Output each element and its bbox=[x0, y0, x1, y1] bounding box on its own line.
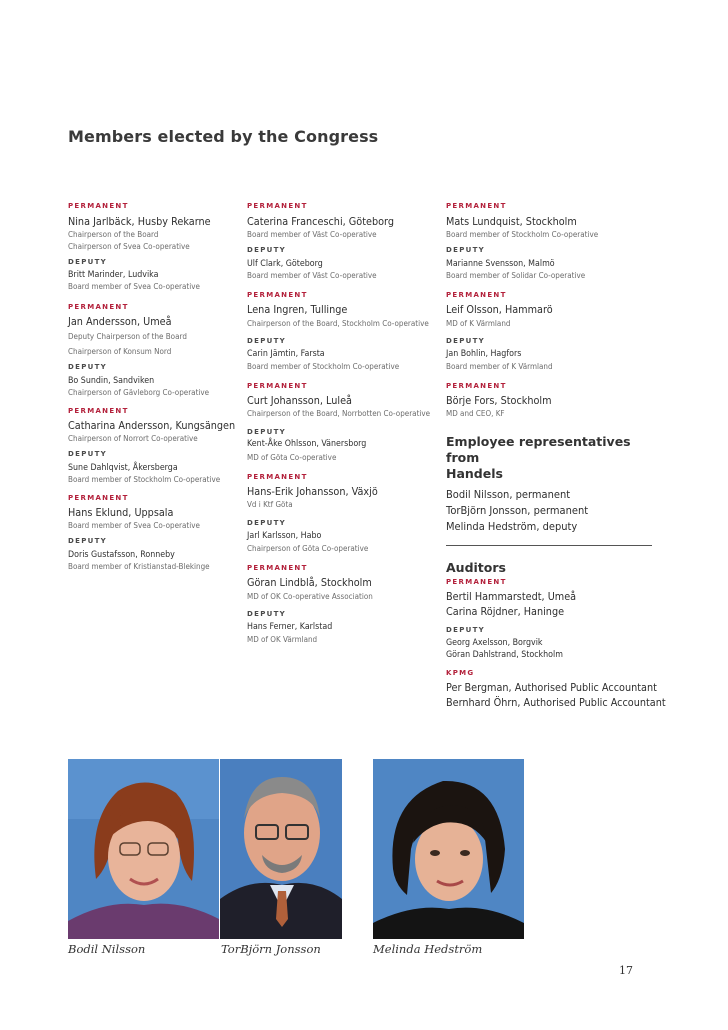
member-role: Board member of Stockholm Co-operative bbox=[446, 230, 599, 239]
permanent-label: PERMANENT bbox=[247, 202, 308, 210]
member-name: Jan Andersson, Umeå bbox=[68, 315, 172, 328]
member-name: Göran Lindblå, Stockholm bbox=[247, 576, 372, 589]
deputy-entry bbox=[68, 362, 228, 399]
portrait-photo bbox=[220, 759, 342, 939]
deputy-name: Jarl Karlsson, Habo bbox=[247, 531, 322, 541]
deputy-name: Carin Jämtin, Farsta bbox=[247, 349, 325, 359]
deputy-label: DEPUTY bbox=[247, 519, 287, 527]
deputy-name: Jan Bohlin, Hagfors bbox=[446, 349, 522, 359]
deputy-entry bbox=[68, 449, 228, 486]
permanent-label: PERMANENT bbox=[247, 564, 308, 572]
deputy-auditor-name: Georg Axelsson, Borgvik bbox=[446, 638, 543, 648]
member-role: Board member of Svea Co-operative bbox=[68, 521, 200, 530]
member-role: Chairperson of Svea Co-operative bbox=[68, 242, 190, 251]
employee-rep: Bodil Nilsson, permanent bbox=[446, 488, 571, 501]
deputy-entry bbox=[446, 336, 658, 373]
member-name: Hans Eklund, Uppsala bbox=[68, 506, 174, 519]
member-entry bbox=[68, 302, 228, 358]
deputy-role: Board member of Svea Co-operative bbox=[68, 282, 200, 291]
member-entry bbox=[247, 472, 432, 511]
member-role: MD of K Värmland bbox=[446, 319, 511, 328]
deputy-role: MD of Göta Co-operative bbox=[247, 453, 337, 462]
member-name: Nina Jarlbäck, Husby Rekarne bbox=[68, 215, 211, 228]
deputy-name: Doris Gustafsson, Ronneby bbox=[68, 550, 175, 560]
member-entry bbox=[247, 563, 432, 603]
deputy-role: Board member of K Värmland bbox=[446, 362, 553, 371]
deputy-role: Board member of Väst Co-operative bbox=[247, 271, 377, 280]
page-title: Members elected by the Congress bbox=[68, 127, 379, 146]
permanent-label: PERMANENT bbox=[446, 291, 507, 299]
member-role: Chairperson of the Board bbox=[68, 230, 159, 239]
member-entry bbox=[446, 290, 658, 330]
member-role: Vd i Ktf Göta bbox=[247, 500, 293, 509]
deputy-role: MD of OK Värmland bbox=[247, 635, 318, 644]
member-entry bbox=[68, 406, 236, 445]
deputy-name: Bo Sundin, Sandviken bbox=[68, 376, 155, 386]
deputy-entry bbox=[247, 245, 432, 282]
portrait-photo bbox=[68, 759, 219, 939]
page-number: 17 bbox=[619, 964, 633, 977]
deputy-label: DEPUTY bbox=[446, 337, 486, 345]
member-name: Curt Johansson, Luleå bbox=[247, 394, 352, 407]
permanent-label: PERMANENT bbox=[68, 303, 129, 311]
deputy-label: DEPUTY bbox=[446, 246, 486, 254]
employee-representatives-section bbox=[446, 434, 658, 535]
permanent-label: PERMANENT bbox=[446, 202, 507, 210]
member-role: Deputy Chairperson of the Board bbox=[68, 332, 187, 341]
section-heading: Handels bbox=[446, 466, 503, 481]
deputy-entry bbox=[446, 245, 658, 282]
member-name: Börje Fors, Stockholm bbox=[446, 394, 552, 407]
member-role: Board member of Väst Co-operative bbox=[247, 230, 377, 239]
member-name: Mats Lundquist, Stockholm bbox=[446, 215, 577, 228]
member-role: MD and CEO, KF bbox=[446, 409, 505, 418]
deputy-role: Chairperson of Göta Co-operative bbox=[247, 544, 369, 553]
deputy-name: Marianne Svensson, Malmö bbox=[446, 259, 555, 269]
deputy-entry bbox=[247, 609, 432, 646]
deputy-label: DEPUTY bbox=[247, 428, 287, 436]
member-name: Caterina Franceschi, Göteborg bbox=[247, 215, 394, 228]
deputy-label: DEPUTY bbox=[68, 258, 108, 266]
member-role: MD of OK Co-operative Association bbox=[247, 592, 373, 601]
deputy-auditor-name: Göran Dahlstrand, Stockholm bbox=[446, 650, 563, 660]
deputy-role: Board member of Kristianstad-Blekinge bbox=[68, 562, 210, 571]
members-column-1 bbox=[68, 201, 236, 573]
deputy-label: DEPUTY bbox=[68, 450, 108, 458]
members-column-3 bbox=[446, 201, 666, 710]
deputy-entry bbox=[247, 427, 432, 464]
kpmg-label: KPMG bbox=[446, 669, 475, 677]
member-entry bbox=[247, 290, 432, 330]
permanent-label: PERMANENT bbox=[68, 407, 129, 415]
member-name: Lena Ingren, Tullinge bbox=[247, 303, 348, 316]
member-entry bbox=[247, 201, 432, 241]
auditor-name: Bertil Hammarstedt, Umeå bbox=[446, 590, 577, 603]
deputy-name: Britt Marinder, Ludvika bbox=[68, 270, 159, 280]
permanent-label: PERMANENT bbox=[68, 202, 129, 210]
member-role: Chairperson of Norrort Co-operative bbox=[68, 434, 198, 443]
member-role: Chairperson of the Board, Stockholm Co-operative bbox=[247, 319, 429, 328]
permanent-label: PERMANENT bbox=[247, 473, 308, 481]
deputy-label: DEPUTY bbox=[68, 363, 108, 371]
deputy-entry bbox=[247, 518, 432, 555]
deputy-label: DEPUTY bbox=[446, 626, 486, 634]
deputy-role: Board member of Stockholm Co-operative bbox=[247, 362, 400, 371]
photo-caption: TorBjörn Jonsson bbox=[221, 942, 321, 956]
deputy-label: DEPUTY bbox=[247, 337, 287, 345]
permanent-label: PERMANENT bbox=[68, 494, 129, 502]
member-name: Hans-Erik Johansson, Växjö bbox=[247, 485, 378, 498]
section-divider bbox=[446, 545, 652, 546]
deputy-name: Sune Dahlqvist, Åkersberga bbox=[68, 463, 178, 473]
deputy-entry bbox=[247, 336, 432, 373]
deputy-entry bbox=[68, 257, 228, 293]
member-name: Leif Olsson, Hammarö bbox=[446, 303, 553, 316]
member-entry bbox=[446, 201, 658, 241]
section-heading: Employee representatives from bbox=[446, 434, 631, 465]
deputy-role: Board member of Solidar Co-operative bbox=[446, 271, 586, 280]
employee-rep: Melinda Hedström, deputy bbox=[446, 520, 578, 533]
member-entry bbox=[247, 381, 432, 420]
kpmg-auditor: Bernhard Öhrn, Authorised Public Accountant bbox=[446, 696, 666, 709]
employee-rep: TorBjörn Jonsson, permanent bbox=[446, 504, 589, 517]
permanent-label: PERMANENT bbox=[247, 291, 308, 299]
deputy-entry bbox=[68, 536, 228, 573]
deputy-label: DEPUTY bbox=[247, 610, 287, 618]
auditor-name: Carina Röjdner, Haninge bbox=[446, 605, 565, 618]
deputy-label: DEPUTY bbox=[68, 537, 108, 545]
kpmg-auditor: Per Bergman, Authorised Public Accountant bbox=[446, 681, 657, 694]
section-heading: Auditors bbox=[446, 560, 506, 575]
auditors-section bbox=[446, 560, 666, 710]
deputy-name: Kent-Åke Ohlsson, Vänersborg bbox=[247, 439, 367, 449]
photo-caption: Melinda Hedström bbox=[373, 942, 483, 956]
deputy-name: Ulf Clark, Göteborg bbox=[247, 259, 323, 269]
permanent-label: PERMANENT bbox=[446, 578, 507, 586]
member-entry bbox=[68, 493, 228, 532]
member-entry bbox=[446, 381, 658, 420]
member-entry bbox=[68, 201, 228, 253]
deputy-label: DEPUTY bbox=[247, 246, 287, 254]
member-name: Catharina Andersson, Kungsängen bbox=[68, 419, 236, 432]
deputy-role: Chairperson of Gävleborg Co-operative bbox=[68, 388, 210, 397]
permanent-label: PERMANENT bbox=[247, 382, 308, 390]
portrait-photo bbox=[373, 759, 524, 939]
deputy-role: Board member of Stockholm Co-operative bbox=[68, 475, 221, 484]
member-role: Chairperson of the Board, Norrbotten Co-operative bbox=[247, 409, 431, 418]
deputy-name: Hans Ferner, Karlstad bbox=[247, 622, 333, 632]
photo-caption: Bodil Nilsson bbox=[68, 942, 146, 956]
member-role: Chairperson of Konsum Nord bbox=[68, 347, 172, 356]
members-column-2 bbox=[247, 201, 432, 646]
permanent-label: PERMANENT bbox=[446, 382, 507, 390]
